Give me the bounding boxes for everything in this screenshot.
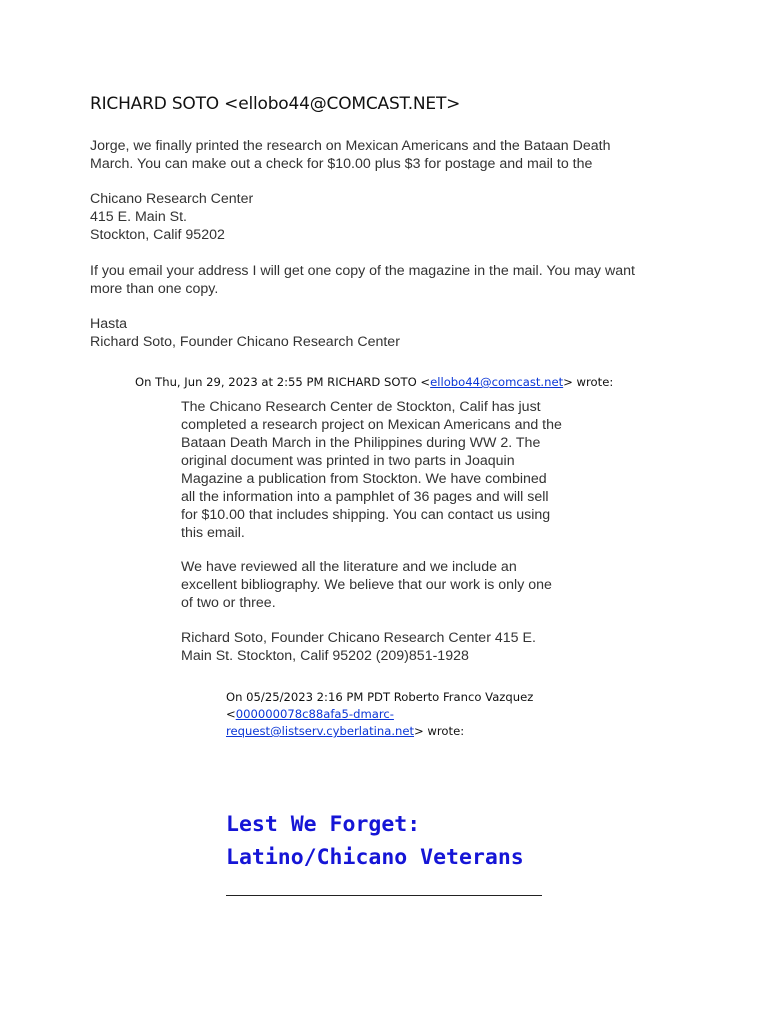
- quote2-line-2: [226, 706, 626, 723]
- quote1-signature: [181, 629, 621, 665]
- quote1-sig-line: Main St. Stockton, Calif 95202 (209)851-1928: [181, 648, 469, 664]
- quote2-line-3: [226, 723, 626, 740]
- message-intro: [90, 137, 730, 173]
- quote2-header: [226, 689, 626, 740]
- address-line-1: Chicano Research Center: [90, 191, 254, 207]
- quote1-paragraph-2: [181, 558, 621, 612]
- quote2-bracket: <: [226, 707, 236, 721]
- quote1-line: all the information into a pamphlet of 36 pages and will sell: [181, 489, 549, 505]
- para2-line-2: more than one copy.: [90, 281, 219, 297]
- quote1-line: Magazine a publication from Stockton. We have combined: [181, 471, 547, 487]
- intro-line-1: Jorge, we finally printed the research on Mexican Americans and the Bataan Death: [90, 138, 611, 154]
- address-line-3: Stockton, Calif 95202: [90, 227, 225, 243]
- quote1-header: [135, 374, 735, 391]
- quote1-body: [181, 398, 621, 542]
- lest-we-forget-banner: [226, 808, 524, 874]
- quote1-line: original document was printed in two parts in Joaquin: [181, 453, 515, 469]
- quote1-line: completed a research project on Mexican Americans and the: [181, 417, 562, 433]
- quote2-email-link-part1[interactable]: 000000078c88afa5-dmarc-: [235, 707, 394, 721]
- quote1-line: for $10.00 that includes shipping. You can contact us using: [181, 507, 551, 523]
- quote1-line: The Chicano Research Center de Stockton, Calif has just: [181, 399, 541, 415]
- quote1-header-prefix: On Thu, Jun 29, 2023 at 2:55 PM RICHARD SOTO <: [135, 375, 431, 389]
- quote1-line: Bataan Death March in the Philippines during WW 2. The: [181, 435, 541, 451]
- quote1-para2-line: We have reviewed all the literature and we include an: [181, 559, 517, 575]
- address-line-2: 415 E. Main St.: [90, 209, 187, 225]
- quote1-para2-line: of two or three.: [181, 595, 276, 611]
- quote1-para2-line: excellent bibliography. We believe that our work is only one: [181, 577, 552, 593]
- banner-line-2: Latino/Chicano Veterans: [226, 845, 524, 870]
- banner-line-1: Lest We Forget:: [226, 812, 421, 837]
- closing: Hasta: [90, 316, 128, 332]
- signature: Richard Soto, Founder Chicano Research Center: [90, 334, 400, 350]
- quote2-line-1: On 05/25/2023 2:16 PM PDT Roberto Franco Vazquez: [226, 690, 534, 704]
- para2-line-1: If you email your address I will get one copy of the magazine in the mail. You may want: [90, 263, 635, 279]
- quote1-email-link[interactable]: ellobo44@comcast.net: [430, 375, 564, 389]
- quote1-header-suffix: > wrote:: [563, 375, 614, 389]
- intro-line-2: March. You can make out a check for $10.00 plus $3 for postage and mail to the: [90, 156, 593, 172]
- quote1-line: this email.: [181, 525, 245, 541]
- sender-heading: RICHARD SOTO <ellobo44@COMCAST.NET>: [90, 94, 461, 114]
- quote2-wrote: > wrote:: [414, 724, 465, 738]
- message-closing: [90, 315, 730, 351]
- quote1-sig-line: Richard Soto, Founder Chicano Research Center 415 E.: [181, 630, 536, 646]
- quote2-email-link-part2[interactable]: request@listserv.cyberlatina.net: [226, 724, 415, 738]
- horizontal-rule: [226, 895, 542, 896]
- mailing-address: [90, 190, 730, 244]
- message-paragraph-2: [90, 262, 750, 298]
